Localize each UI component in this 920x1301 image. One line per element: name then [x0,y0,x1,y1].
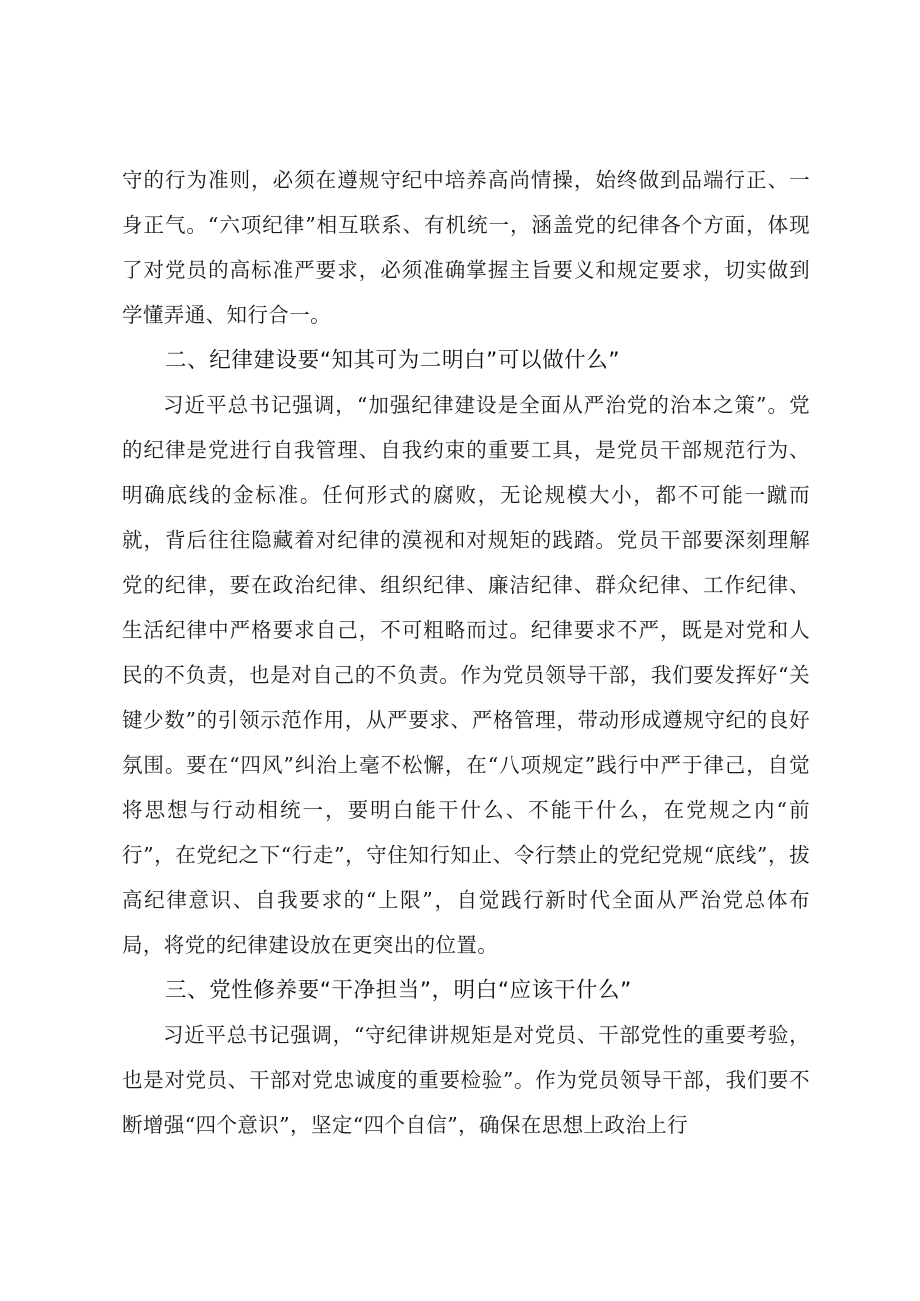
document-body [122,158,810,1148]
section-heading-two: 二、纪律建设要“知其可为二明白”可以做什么” [165,348,621,373]
paragraph-continuation: 守的行为准则，必须在遵规守纪中培养高尚情操，始终做到品端行正、一身正气。“六项纪律”相互联系、有机统一，涵盖党的纪律各个方面，体现了对党员的高标准严要求，必须准确掌握主旨要义和规定要求，切实做到学懂弄通、知行合一。 [122,168,810,327]
paragraph-section-two: 习近平总书记强调，“加强纪律建设是全面从严治党的治本之策”。党的纪律是党进行自我管理、自我约束的重要工具，是党员干部规范行为、明确底线的金标准。任何形式的腐败，无论规模大小，都不可能一蹴而就，背后往往隐藏着对纪律的漠视和对规矩的践踏。党员干部要深刻理解党的纪律，要在政治纪律、组织纪律、廉洁纪律、群众纪律、工作纪律、生活纪律中严格要求自己，不可粗略而过。纪律要求不严，既是对党和人民的不负责，也是对自己的不负责。作为党员领导干部，我们要发挥好“关键少数”的引领示范作用，从严要求、严格管理，带动形成遵规守纪的良好氛围。要在“四风”纠治上毫不松懈，在“八项规定”践行中严于律己，自觉将思想与行动相统一，要明白能干什么、不能干什么，在党规之内“前行”，在党纪之下“行走”，守住知行知止、令行禁止的党纪党规“底线”，拔高纪律意识、自我要求的“上限”，自觉践行新时代全面从严治党总体布局，将党的纪律建设放在更突出的位置。 [122,393,810,957]
section-heading-three: 三、党性修养要“干净担当”，明白“应该干什么” [165,978,632,1003]
paragraph-section-three: 习近平总书记强调，“守纪律讲规矩是对党员、干部党性的重要考验，也是对党员、干部对党忠诚度的重要检验”。作为党员领导干部，我们要不断增强“四个意识”，坚定“四个自信”，确保在思想上政治上行 [122,1023,810,1137]
